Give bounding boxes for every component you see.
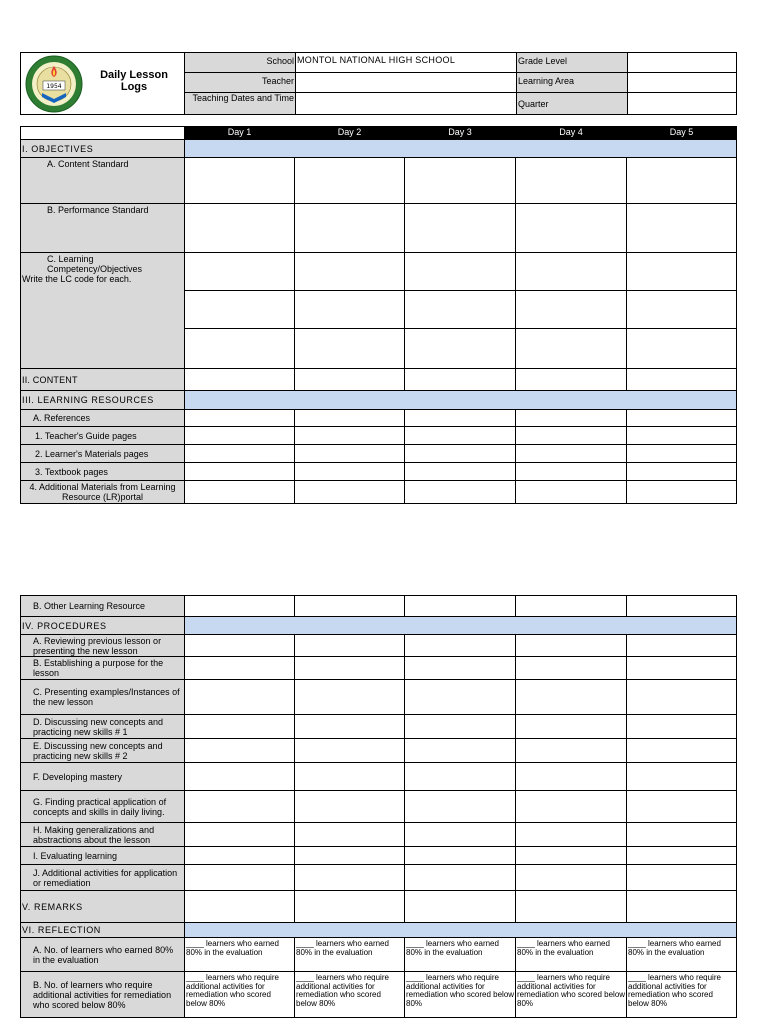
cell[interactable] [405, 657, 516, 680]
cell[interactable] [627, 657, 737, 680]
cell[interactable] [185, 891, 295, 923]
cell[interactable] [405, 739, 516, 763]
cell[interactable] [516, 680, 627, 715]
row-refl-a: A. No. of learners who earned 80% in the evaluation [21, 938, 185, 972]
lesson-table-page1 [20, 126, 737, 504]
cell[interactable] [516, 823, 627, 847]
row-proc-i: I. Evaluating learning [21, 847, 185, 865]
quarter-value[interactable] [628, 93, 737, 115]
cell[interactable] [516, 253, 627, 291]
cell[interactable] [627, 253, 737, 291]
day-header-blank [21, 127, 185, 140]
cell[interactable] [516, 410, 627, 427]
cell[interactable] [185, 657, 295, 680]
header-table [20, 52, 737, 115]
cell[interactable] [516, 369, 627, 391]
cell[interactable] [295, 635, 405, 657]
cell[interactable] [516, 891, 627, 923]
row-proc-j: J. Additional activities for application or remediation [21, 865, 185, 891]
cell[interactable] [185, 204, 295, 253]
cell[interactable] [185, 680, 295, 715]
section-content: II. CONTENT [21, 369, 185, 391]
cell[interactable] [295, 596, 405, 617]
cell[interactable] [405, 427, 516, 445]
title-wrap [93, 69, 175, 93]
row-references: A. References [21, 410, 185, 427]
cell[interactable] [516, 791, 627, 823]
cell[interactable] [405, 823, 516, 847]
cell[interactable] [295, 715, 405, 739]
section-objectives: I. OBJECTIVES [21, 140, 185, 158]
cell[interactable] [516, 204, 627, 253]
day-header-5: Day 5 [627, 127, 737, 140]
cell[interactable] [627, 847, 737, 865]
cell[interactable] [516, 427, 627, 445]
row-proc-g: G. Finding practical application of concepts and skills in daily living. [21, 791, 185, 823]
cell[interactable] [295, 329, 405, 369]
cell[interactable] [185, 739, 295, 763]
school-value[interactable]: MONTOL NATIONAL HIGH SCHOOL [296, 53, 517, 73]
row-additional-materials: 4. Additional Materials from Learning Resource (LR)portal [21, 481, 185, 504]
logo-title-cell [21, 53, 185, 115]
cell[interactable] [295, 823, 405, 847]
cell[interactable] [405, 329, 516, 369]
row-proc-b: B. Establishing a purpose for the lesson [21, 657, 185, 680]
cell[interactable] [627, 739, 737, 763]
cell[interactable] [185, 763, 295, 791]
section-remarks: V. REMARKS [21, 891, 185, 923]
area-value[interactable] [628, 73, 737, 93]
row-textbook-pages: 3. Textbook pages [21, 463, 185, 481]
cell[interactable] [185, 791, 295, 823]
cell[interactable] [405, 865, 516, 891]
cell[interactable] [185, 445, 295, 463]
cell[interactable] [516, 596, 627, 617]
cell[interactable] [405, 481, 516, 504]
cell[interactable] [405, 410, 516, 427]
cell[interactable] [516, 635, 627, 657]
cell[interactable] [295, 291, 405, 329]
cell[interactable] [516, 445, 627, 463]
refl-a-day4[interactable]: ____ learners who earned 80% in the evaluation [516, 938, 627, 972]
cell[interactable] [295, 657, 405, 680]
cell[interactable] [295, 427, 405, 445]
cell[interactable] [627, 204, 737, 253]
row-proc-e: E. Discussing new concepts and practicing new skills # 2 [21, 739, 185, 763]
day-header-2: Day 2 [295, 127, 405, 140]
refl-a-day3[interactable]: ____ learners who earned 80% in the evaluation [405, 938, 516, 972]
cell[interactable] [295, 158, 405, 204]
cell[interactable] [405, 445, 516, 463]
cell[interactable] [185, 253, 295, 291]
area-label: Learning Area [517, 73, 628, 93]
row-proc-d: D. Discussing new concepts and practicing new skills # 1 [21, 715, 185, 739]
cell[interactable] [295, 445, 405, 463]
cell[interactable] [185, 715, 295, 739]
cell[interactable] [185, 823, 295, 847]
cell[interactable] [185, 865, 295, 891]
cell[interactable] [405, 596, 516, 617]
dates-label: Teaching Dates and Time [185, 93, 296, 115]
refl-b-day4[interactable]: ____ learners who require additional activities for remediation who scored below 80% [516, 972, 627, 1018]
cell[interactable] [627, 481, 737, 504]
objectives-band [185, 140, 737, 158]
quarter-label: Quarter [517, 93, 628, 115]
cell[interactable] [627, 680, 737, 715]
cell[interactable] [185, 329, 295, 369]
refl-b-day2[interactable]: ____ learners who require additional activities for remediation who scored below 80% [295, 972, 405, 1018]
cell[interactable] [185, 463, 295, 481]
cell[interactable] [516, 865, 627, 891]
row-other-resource: B. Other Learning Resource [21, 596, 185, 617]
cell[interactable] [405, 635, 516, 657]
cell[interactable] [185, 158, 295, 204]
cell[interactable] [295, 204, 405, 253]
cell[interactable] [516, 715, 627, 739]
row-content-standard-label: A. Content Standard [47, 159, 129, 169]
cell[interactable] [516, 481, 627, 504]
day-header-1: Day 1 [185, 127, 295, 140]
cell[interactable] [405, 680, 516, 715]
cell[interactable] [627, 427, 737, 445]
cell[interactable] [516, 847, 627, 865]
refl-a-day5[interactable]: ____ learners who earned 80% in the evaluation [627, 938, 737, 972]
row-tg-pages: 1. Teacher's Guide pages [21, 427, 185, 445]
dates-value[interactable] [296, 93, 517, 115]
grade-label: Grade Level [517, 53, 628, 73]
grade-value[interactable] [628, 53, 737, 73]
school-label: School [185, 53, 296, 73]
cell[interactable] [405, 291, 516, 329]
refl-b-day5[interactable]: ____ learners who require additional activities for remediation who scored below 80% [627, 972, 737, 1018]
cell[interactable] [185, 847, 295, 865]
refl-a-day1[interactable]: ____ learners who earned 80% in the evaluation [185, 938, 295, 972]
cell[interactable] [405, 715, 516, 739]
cell[interactable] [295, 763, 405, 791]
cell[interactable] [405, 463, 516, 481]
cell[interactable] [295, 680, 405, 715]
cell[interactable] [295, 369, 405, 391]
cell[interactable] [185, 410, 295, 427]
cell[interactable] [627, 791, 737, 823]
cell[interactable] [295, 739, 405, 763]
cell[interactable] [516, 463, 627, 481]
logo-year-text: 1954 [46, 83, 62, 90]
cell[interactable] [627, 823, 737, 847]
row-lm-pages: 2. Learner's Materials pages [21, 445, 185, 463]
school-seal-logo [25, 55, 83, 113]
cell[interactable] [185, 481, 295, 504]
cell[interactable] [405, 791, 516, 823]
row-proc-c: C. Presenting examples/Instances of the new lesson [21, 680, 185, 715]
cell[interactable] [405, 253, 516, 291]
cell[interactable] [295, 891, 405, 923]
cell[interactable] [627, 865, 737, 891]
cell[interactable] [405, 158, 516, 204]
cell[interactable] [295, 463, 405, 481]
cell[interactable] [627, 410, 737, 427]
resources-band [185, 391, 737, 410]
cell[interactable] [516, 329, 627, 369]
row-content-standard [21, 158, 185, 204]
cell[interactable] [405, 763, 516, 791]
cell[interactable] [627, 369, 737, 391]
cell[interactable] [627, 329, 737, 369]
cell[interactable] [627, 715, 737, 739]
cell[interactable] [627, 596, 737, 617]
row-competency-label: C. Learning Competency/Objectives [47, 254, 143, 274]
day-header-3: Day 3 [405, 127, 516, 140]
row-proc-f: F. Developing mastery [21, 763, 185, 791]
refl-b-day1[interactable]: ____ learners who require additional activities for remediation who scored below 80% [185, 972, 295, 1018]
teacher-value[interactable] [296, 73, 517, 93]
cell[interactable] [627, 291, 737, 329]
cell[interactable] [185, 635, 295, 657]
cell[interactable] [295, 481, 405, 504]
cell[interactable] [516, 763, 627, 791]
row-competency [21, 253, 185, 369]
cell[interactable] [295, 865, 405, 891]
cell[interactable] [627, 635, 737, 657]
cell[interactable] [627, 463, 737, 481]
cell[interactable] [405, 204, 516, 253]
teacher-label: Teacher [185, 73, 296, 93]
cell[interactable] [516, 657, 627, 680]
cell[interactable] [295, 847, 405, 865]
section-learning-resources: III. LEARNING RESOURCES [21, 391, 185, 410]
cell[interactable] [516, 739, 627, 763]
reflection-band [185, 923, 737, 938]
row-performance-standard [21, 204, 185, 253]
cell[interactable] [295, 253, 405, 291]
cell[interactable] [405, 847, 516, 865]
cell[interactable] [627, 445, 737, 463]
page-title: Daily Lesson Logs [100, 69, 168, 93]
cell[interactable] [516, 158, 627, 204]
lesson-table-page2 [20, 595, 737, 1018]
cell[interactable] [185, 427, 295, 445]
section-procedures: IV. PROCEDURES [21, 617, 185, 635]
row-refl-b: B. No. of learners who require additional activities for remediation who scored below 80% [21, 972, 185, 1018]
cell[interactable] [627, 763, 737, 791]
row-performance-standard-label: B. Performance Standard [47, 205, 149, 215]
section-reflection: VI. REFLECTION [21, 923, 185, 938]
refl-b-day3[interactable]: ____ learners who require additional activities for remediation who scored below 80% [405, 972, 516, 1018]
day-header-4: Day 4 [516, 127, 627, 140]
cell[interactable] [185, 291, 295, 329]
cell[interactable] [295, 410, 405, 427]
cell[interactable] [185, 596, 295, 617]
cell[interactable] [185, 369, 295, 391]
row-competency-note: Write the LC code for each. [22, 274, 132, 284]
cell[interactable] [295, 791, 405, 823]
cell[interactable] [405, 369, 516, 391]
cell[interactable] [627, 158, 737, 204]
procedures-band [185, 617, 737, 635]
cell[interactable] [627, 891, 737, 923]
cell[interactable] [516, 291, 627, 329]
row-proc-h: H. Making generalizations and abstractions about the lesson [21, 823, 185, 847]
cell[interactable] [405, 891, 516, 923]
refl-a-day2[interactable]: ____ learners who earned 80% in the evaluation [295, 938, 405, 972]
row-proc-a: A. Reviewing previous lesson or presenting the new lesson [21, 635, 185, 657]
